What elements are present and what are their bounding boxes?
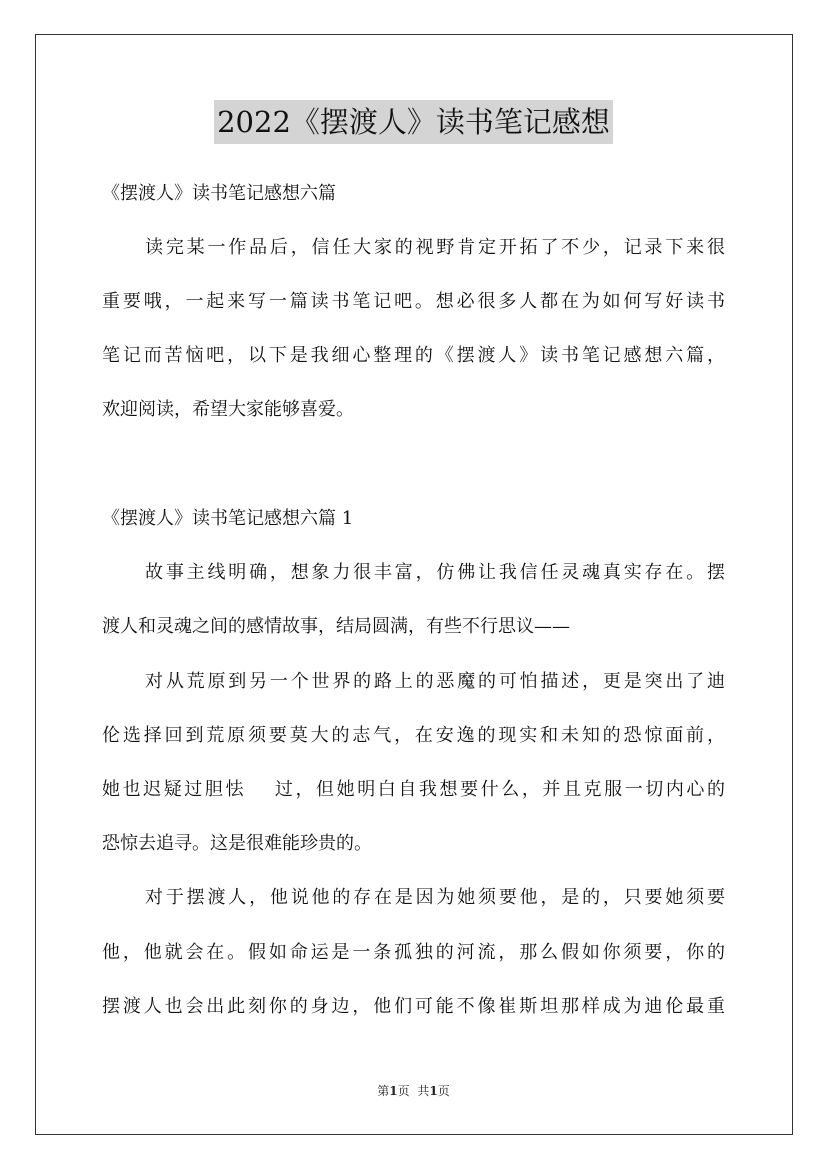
document-title: 2022《摆渡人》读书笔记感想	[214, 100, 613, 144]
paragraph-line: 读完某一作品后，信任大家的视野肯定开拓了不少，记录下来很	[145, 237, 725, 258]
paragraph-line: 他，他就会在。假如命运是一条孤独的河流，那么假如你须要，你的	[102, 942, 725, 963]
paragraph-line: 对从荒原到另一个世界的路上的恶魔的可怕描述，更是突出了迪	[145, 671, 725, 692]
section-heading: 《摆渡人》读书笔记感想六篇 1	[102, 508, 354, 529]
paragraph-line: 欢迎阅读，希望大家能够喜爱。	[102, 399, 354, 420]
paragraph-line: 笔记而苦恼吧，以下是我细心整理的《摆渡人》读书笔记感想六篇，	[102, 345, 725, 366]
section-heading: 《摆渡人》读书笔记感想六篇	[102, 183, 336, 204]
paragraph-line: 重要哦，一起来写一篇读书笔记吧。想必很多人都在为如何写好读书	[102, 291, 725, 312]
page-number: 1	[389, 1084, 398, 1098]
paragraph-line: 故事主线明确，想象力很丰富，仿佛让我信任灵魂真实存在。摆	[145, 562, 725, 583]
total-label-suffix: 页	[437, 1084, 450, 1098]
page-label-suffix: 页	[397, 1084, 410, 1098]
total-pages: 1	[429, 1084, 438, 1098]
page-footer	[0, 1083, 827, 1099]
title-container	[0, 100, 827, 144]
paragraph-line: 对于摆渡人，他说他的存在是因为她须要他，是的，只要她须要	[145, 887, 725, 908]
total-label-prefix: 共	[417, 1084, 430, 1098]
paragraph-line: 伦选择回到荒原须要莫大的志气，在安逸的现实和未知的恐惊面前，	[102, 725, 725, 746]
paragraph-line: 恐惊去追寻。这是很难能珍贵的。	[102, 833, 372, 854]
paragraph-line: 她也迟疑过胆怯 过，但她明白自我想要什么，并且克服一切内心的	[102, 779, 725, 800]
paragraph-line: 渡人和灵魂之间的感情故事，结局圆满，有些不行思议——	[102, 616, 570, 637]
page-label-prefix: 第	[377, 1084, 390, 1098]
paragraph-line: 摆渡人也会出此刻你的身边，他们可能不像崔斯坦那样成为迪伦最重	[102, 996, 725, 1017]
